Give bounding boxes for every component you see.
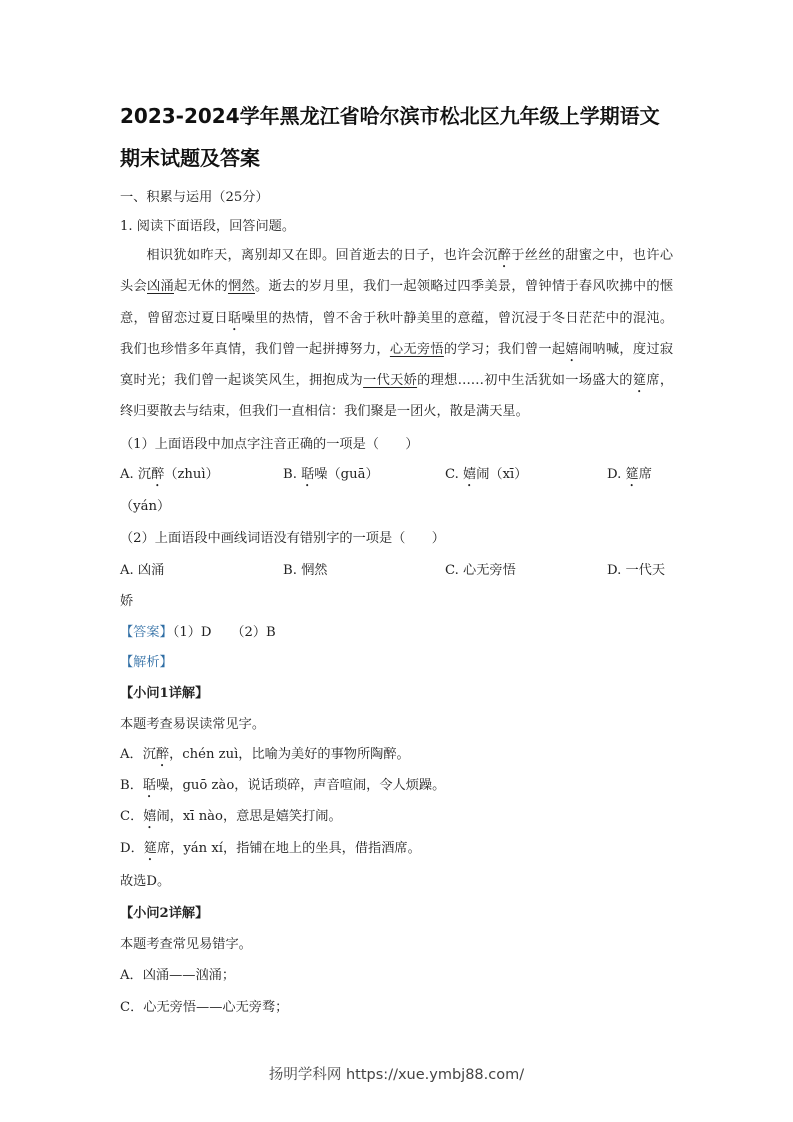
- detail-1-c: C．嬉闹，xī nào，意思是嬉笑打闹。: [120, 809, 342, 824]
- option-1c: C. 嬉闹（xī）: [445, 467, 528, 482]
- option-2b: B. 惘然: [283, 563, 328, 578]
- footer-watermark: 扬明学科网 https://xue.ymbj88.com/: [268, 1067, 525, 1083]
- option-1b: B. 聒噪（guā）: [283, 467, 379, 482]
- option-2a: A. 凶涌: [120, 563, 165, 578]
- dotted-char-zui: 醉: [497, 248, 512, 263]
- detail-2-header: 【小问2详解】: [120, 906, 209, 921]
- option-2d: D. 一代天: [607, 563, 666, 578]
- underlined-word-yidaitianjiao: 一代天娇: [363, 373, 418, 389]
- answer-text: （1）D （2）B: [172, 625, 276, 640]
- document-title-line-2: 期末试题及答案: [120, 146, 260, 170]
- analysis-label: 【解析】: [120, 655, 173, 670]
- detail-1-conclusion: 故选D。: [120, 874, 171, 889]
- detail-2-a: A．凶涌——汹涌；: [120, 968, 236, 983]
- detail-1-intro: 本题考查易误读常见字。: [120, 717, 266, 732]
- detail-2-intro: 本题考查常见易错字。: [120, 937, 252, 952]
- detail-1-b: B．聒噪，guō zào，说话琐碎，声音喧闹，令人烦躁。: [120, 778, 446, 793]
- section-heading: 一、积累与运用（25分）: [120, 190, 269, 205]
- detail-2-c: C．心无旁悟——心无旁骛；: [120, 1000, 289, 1015]
- dotted-char-yan: 筵: [632, 373, 647, 389]
- option-2d-continued: 娇: [120, 594, 134, 609]
- sub-question-1-stem: （1）上面语段中加点字注音正确的一项是（ ）: [120, 437, 419, 452]
- dotted-char-xi: 嬉: [565, 341, 579, 357]
- answer-line: [120, 624, 276, 642]
- reading-passage: 相识犹如昨天，离别却又在即。回首逝去的日子，也许会沉醉于丝丝的甜蜜之中，也许心头会凶涌起无休的惘然。逝去的岁月里，我们一起领略过四季美景，曾钟情于春风吹拂中的惬意，曾留恋过夏日聒噪里的热情，曾不舍于秋叶静美里的意蕴，曾沉浸于冬日茫茫中的混沌。我们也珍惜多年真情，我们曾一起拼搏努力，心无旁悟的学习；我们曾一起嬉闹呐喊，度过寂寞时光；我们曾一起谈笑风生，拥抱成为一代天娇的理想……初中生活犹如一场盛大的筵席，终归要散去与结束，但我们一直相信：我们聚是一团火，散是满天星。: [120, 248, 674, 420]
- detail-1-a: A．沉醉，chén zuì，比喻为美好的事物所陶醉。: [120, 747, 410, 762]
- document-title-line-1: 2023-2024学年黑龙江省哈尔滨市松北区九年级上学期语文: [120, 104, 660, 128]
- detail-1-d: D．筵席，yán xí，指铺在地上的坐具，借指酒席。: [120, 841, 421, 856]
- dotted-char-guo: 聒: [227, 310, 242, 326]
- detail-1-header: 【小问1详解】: [120, 686, 209, 701]
- underlined-word-wangran: 惘然: [227, 279, 255, 295]
- answer-label: 【答案】: [120, 625, 173, 640]
- underlined-word-xiongyong: 凶涌: [147, 279, 174, 295]
- option-1d: D. 筵席: [607, 467, 652, 482]
- option-1d-continued: （yán）: [120, 499, 171, 514]
- sub-question-2-stem: （2）上面语段中画线词语没有错别字的一项是（ ）: [120, 531, 445, 546]
- underlined-word-xinwupangwu: 心无旁悟: [389, 341, 444, 357]
- option-1a: A. 沉醉（zhuì）: [120, 467, 219, 482]
- question-1-stem: 1. 阅读下面语段，回答问题。: [120, 219, 296, 234]
- option-2c: C. 心无旁悟: [445, 563, 516, 578]
